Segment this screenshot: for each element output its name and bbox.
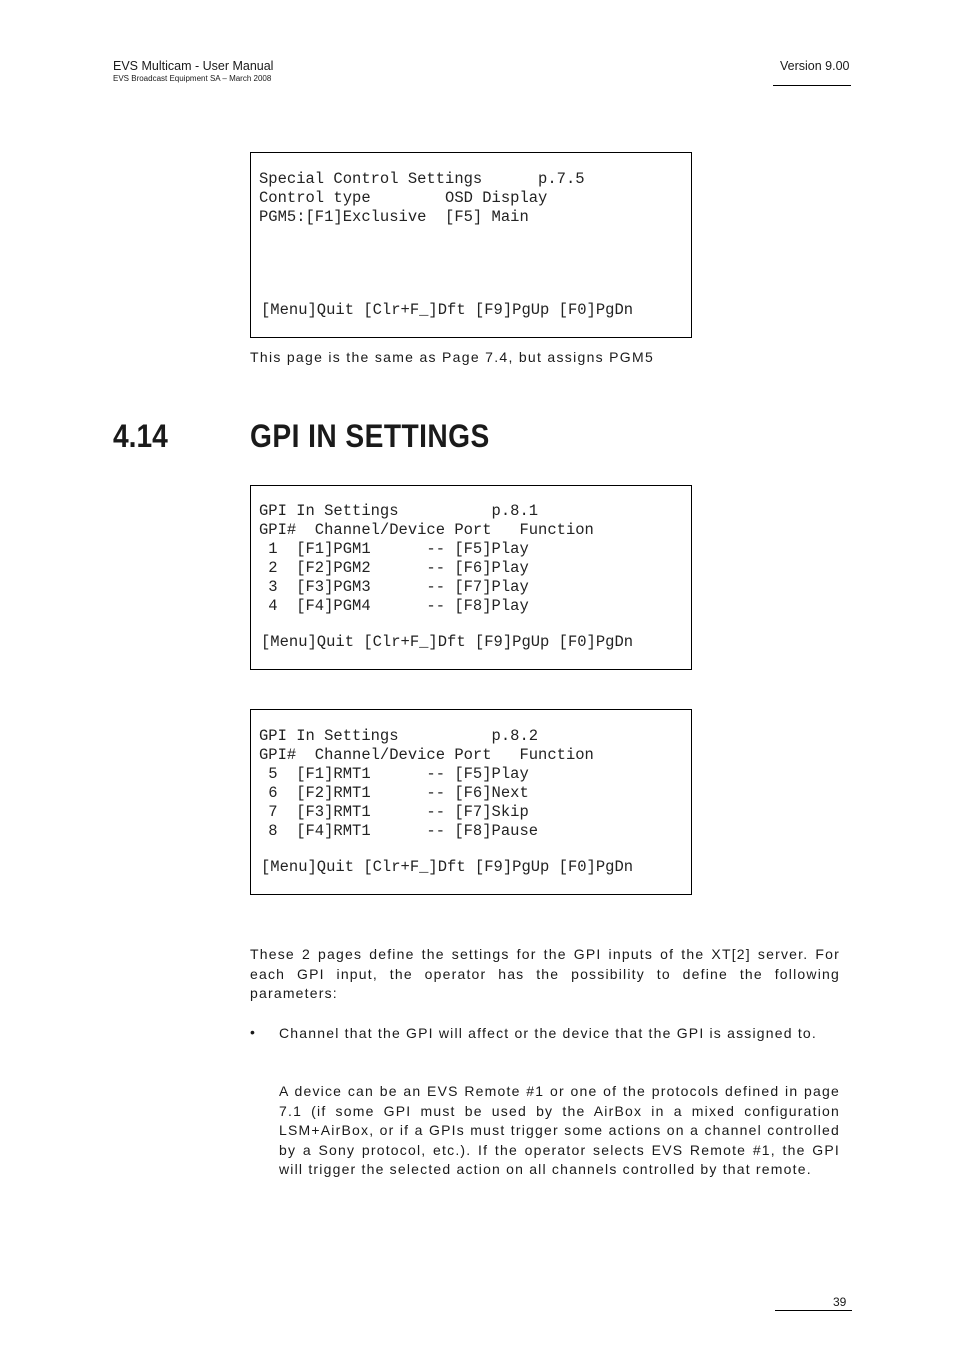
footer-rule [775,1310,852,1311]
header-rule [773,85,851,86]
screen-line: GPI# Channel/Device Port Function [259,746,594,764]
publisher-date: EVS Broadcast Equipment SA – March 2008 [113,74,272,83]
screen-line: GPI# Channel/Device Port Function [259,521,594,539]
screen-line: Control type OSD Display [259,189,548,207]
page-number: 39 [833,1295,847,1309]
screen-line: GPI In Settings p.8.2 [259,727,539,745]
screen-caption: This page is the same as Page 7.4, but assigns PGM5 [250,349,655,365]
manual-title: EVS Multicam - User Manual [113,59,274,73]
screen-line: 2 [F2]PGM2 -- [F6]Play [259,559,529,577]
screen-line: 3 [F3]PGM3 -- [F7]Play [259,578,529,596]
screen-special-control-settings [250,152,692,338]
bullet-detail-paragraph: A device can be an EVS Remote #1 or one of the protocols defined in page 7.1 (if some GPI must be used by the AirBox in a mixed configuration LSM+AirBox, or if a GPIs must trigger some actions on a channel controlled by a Sony protocol, etc.). If the operator selects EVS Remote #1, the GPI will trigger the selected action on all channels controlled by that remote. [279,1083,840,1178]
bullet-icon: • [250,1024,255,1040]
screen-footer: [Menu]Quit [Clr+F_]Dft [F9]PgUp [F0]PgDn [261,858,634,876]
screen-gpi-in-settings-p82 [250,709,692,895]
screen-line: 5 [F1]RMT1 -- [F5]Play [259,765,529,783]
screen-footer: [Menu]Quit [Clr+F_]Dft [F9]PgUp [F0]PgDn [261,301,634,319]
section-number: 4.14 [113,418,168,454]
screen-line: 1 [F1]PGM1 -- [F5]Play [259,540,529,558]
screen-line: GPI In Settings p.8.1 [259,502,539,520]
version-label: Version 9.00 [780,59,850,73]
screen-line: 6 [F2]RMT1 -- [F6]Next [259,784,529,802]
screen-line: PGM5:[F1]Exclusive [F5] Main [259,208,529,226]
screen-footer: [Menu]Quit [Clr+F_]Dft [F9]PgUp [F0]PgDn [261,633,634,651]
bullet-text: Channel that the GPI will affect or the device that the GPI is assigned to. [279,1025,817,1041]
screen-gpi-in-settings-p81 [250,485,692,670]
intro-paragraph: These 2 pages define the settings for the GPI inputs of the XT[2] server. For each GPI input, the operator has the possibility to define the following parameters: [250,946,840,1002]
screen-line: Special Control Settings p.7.5 [259,170,585,188]
screen-line: 7 [F3]RMT1 -- [F7]Skip [259,803,529,821]
screen-line: 4 [F4]PGM4 -- [F8]Play [259,597,529,615]
screen-line: 8 [F4]RMT1 -- [F8]Pause [259,822,539,840]
section-title: GPI IN SETTINGS [250,418,490,454]
